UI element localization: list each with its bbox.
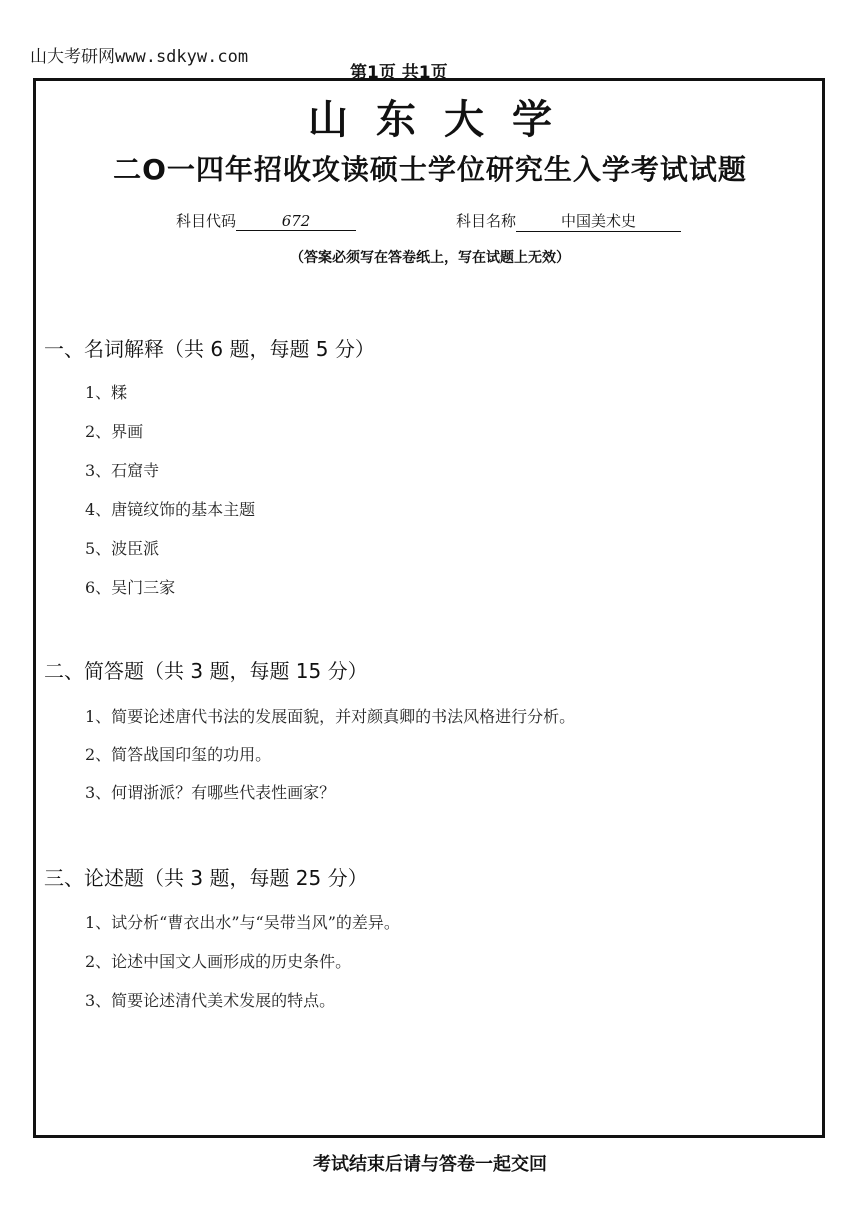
subject-name-label: 科目名称 (456, 212, 517, 230)
site-watermark: 山大考研网www.sdkyw.com (30, 47, 249, 67)
university-name: 山东大学 (308, 96, 580, 143)
subject-code-value: 672 (236, 212, 356, 231)
question-item: 5、波臣派 (85, 539, 160, 558)
page-indicator: 第1页 共1页 (350, 63, 448, 83)
subject-name-value: 中国美术史 (516, 210, 681, 232)
question-item: 2、界画 (85, 422, 144, 441)
section-title-essay: 三、论述题（共 3 题，每题 25 分） (44, 866, 368, 890)
question-item: 2、论述中国文人画形成的历史条件。 (85, 952, 352, 971)
section-title-terms: 一、名词解释（共 6 题，每题 5 分） (44, 337, 375, 361)
footer-instruction: 考试结束后请与答卷一起交回 (313, 1154, 547, 1175)
question-item: 1、简要论述唐代书法的发展面貌，并对颜真卿的书法风格进行分析。 (85, 707, 576, 726)
question-item: 3、何谓浙派？有哪些代表性画家？ (85, 783, 336, 802)
section-title-short-answer: 二、简答题（共 3 题，每题 15 分） (44, 659, 368, 683)
question-item: 3、简要论述清代美术发展的特点。 (85, 991, 336, 1010)
exam-title: 二O一四年招收攻读硕士学位研究生入学考试试题 (113, 153, 747, 186)
subject-code-label: 科目代码 (176, 212, 237, 230)
question-item: 1、糅 (85, 383, 128, 402)
question-item: 4、唐镜纹饰的基本主题 (85, 500, 256, 519)
subject-name-block (456, 210, 681, 232)
question-item: 3、石窟寺 (85, 461, 160, 480)
subject-code-block (176, 210, 356, 231)
question-item: 1、试分析“曹衣出水”与“吴带当风”的差异。 (85, 913, 400, 932)
exam-frame (33, 78, 825, 1138)
answer-notice: （答案必须写在答卷纸上，写在试题上无效） (290, 250, 570, 266)
question-item: 2、简答战国印玺的功用。 (85, 745, 272, 764)
question-item: 6、吴门三家 (85, 578, 176, 597)
